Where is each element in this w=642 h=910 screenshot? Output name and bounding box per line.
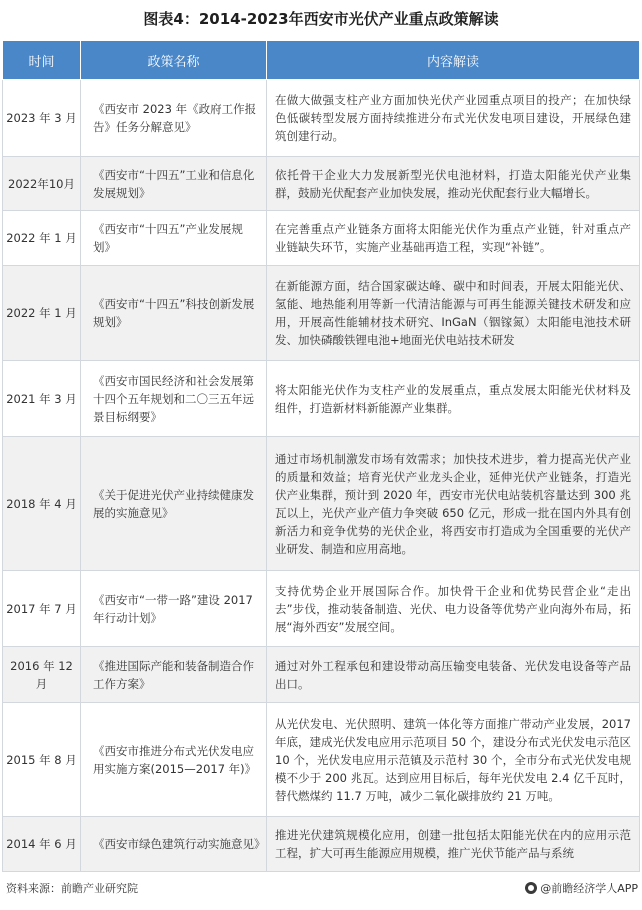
cell-interpretation: 依托骨干企业大力发展新型光伏电池材料，打造太阳能光伏产业集群，鼓励光伏配套产业加快发展，推动光伏配套行业大幅增长。 [267, 157, 640, 211]
cell-interpretation: 在新能源方面，结合国家碳达峰、碳中和时间表，开展太阳能光伏、氢能、地热能利用等新一代清洁能源与可再生能源关键技术研发和应用，开展高性能辅材技术研究、InGaN（铟镓氮）太阳能电池技术研发、加快磷酸铁锂电池+地面光伏电站技术研发 [267, 266, 640, 361]
cell-time: 2022 年 1 月 [3, 211, 81, 266]
table-row [3, 361, 640, 437]
cell-policy-name: 《西安市绿色建筑行动实施意见》 [81, 817, 267, 872]
cell-time: 2018 年 4 月 [3, 437, 81, 571]
cell-time: 2022 年 1 月 [3, 266, 81, 361]
policy-table [2, 40, 640, 872]
cell-policy-name: 《西安市“十四五”产业发展规划》 [81, 211, 267, 266]
cell-policy-name: 《推进国际产能和装备制造合作工作方案》 [81, 647, 267, 703]
table-row [3, 571, 640, 647]
cell-interpretation: 在完善重点产业链条方面将太阳能光伏作为重点产业链，针对重点产业链缺失环节，实施产业基础再造工程，实现“补链”。 [267, 211, 640, 266]
source-note: 资料来源：前瞻产业研究院 [6, 882, 138, 895]
cell-policy-name: 《西安市国民经济和社会发展第十四个五年规划和二〇三五年远景目标纲要》 [81, 361, 267, 437]
table-row [3, 647, 640, 703]
cell-interpretation: 推进光伏建筑规模化应用，创建一批包括太阳能光伏在内的应用示范工程，扩大可再生能源应用规模，推广光伏节能产品与系统 [267, 817, 640, 872]
cell-interpretation: 在做大做强支柱产业方面加快光伏产业园重点项目的投产；在加快绿色低碳转型发展方面持续推进分布式光伏发电项目建设，开展绿色建筑创建行动。 [267, 80, 640, 157]
cell-time: 2023 年 3 月 [3, 80, 81, 157]
cell-time: 2021 年 3 月 [3, 361, 81, 437]
qianzhan-logo-icon [525, 882, 537, 894]
cell-interpretation: 从光伏发电、光伏照明、建筑一体化等方面推广带动产业发展，2017 年底，建成光伏发电应用示范项目 50 个，建设分布式光伏发电示范区 10 个，光伏发电应用示范镇及示范村 30 个，全市分布式光伏发电规模不少于 200 兆瓦。达到应用目标后，每年光伏发电 2.4 亿千瓦时，替代燃煤约 11.7 万吨，减少二氧化碳排放约 21 万吨。 [267, 703, 640, 817]
app-credit-text: @前瞻经济学人APP [540, 882, 638, 895]
table-row [3, 703, 640, 817]
table-header-row [3, 41, 640, 80]
cell-interpretation: 将太阳能光伏作为支柱产业的发展重点，重点发展太阳能光伏材料及组件，打造新材料新能源产业集群。 [267, 361, 640, 437]
cell-interpretation: 支持优势企业开展国际合作。加快骨干企业和优势民营企业“走出去”步伐，推动装备制造、光伏、电力设备等优势产业向海外布局，拓展“海外西安”发展空间。 [267, 571, 640, 647]
cell-policy-name: 《西安市“一带一路”建设 2017 年行动计划》 [81, 571, 267, 647]
table-row [3, 211, 640, 266]
cell-policy-name: 《西安市“十四五”科技创新发展规划》 [81, 266, 267, 361]
footer [0, 878, 642, 900]
header-time: 时间 [3, 41, 81, 80]
header-interpretation: 内容解读 [267, 41, 640, 80]
cell-policy-name: 《西安市推进分布式光伏发电应用实施方案(2015—2017 年)》 [81, 703, 267, 817]
cell-time: 2022年10月 [3, 157, 81, 211]
header-policy-name: 政策名称 [81, 41, 267, 80]
cell-time: 2014 年 6 月 [3, 817, 81, 872]
table-row [3, 437, 640, 571]
cell-time: 2016 年 12 月 [3, 647, 81, 703]
cell-interpretation: 通过对外工程承包和建设带动高压输变电装备、光伏发电设备等产品出口。 [267, 647, 640, 703]
cell-interpretation: 通过市场机制激发市场有效需求；加快技术进步，着力提高光伏产业的质量和效益；培育光伏产业龙头企业，延伸光伏产业链条，打造光伏产业集群，预计到 2020 年，西安市光伏电站装机容量达到 300 兆瓦以上，光伏产业产值力争突破 650 亿元，形成一批在国内外具有创新活力和竞争优势的光伏企业，将西安市打造成为全国重要的光伏产业研发、制造和应用高地。 [267, 437, 640, 571]
cell-time: 2017 年 7 月 [3, 571, 81, 647]
cell-policy-name: 《西安市 2023 年《政府工作报告》任务分解意见》 [81, 80, 267, 157]
cell-policy-name: 《关于促进光伏产业持续健康发展的实施意见》 [81, 437, 267, 571]
cell-time: 2015 年 8 月 [3, 703, 81, 817]
table-row [3, 266, 640, 361]
chart-title: 图表4：2014-2023年西安市光伏产业重点政策解读 [143, 10, 499, 28]
table-row [3, 80, 640, 157]
cell-policy-name: 《西安市“十四五”工业和信息化发展规划》 [81, 157, 267, 211]
table-row [3, 157, 640, 211]
app-credit [525, 880, 638, 896]
table-row [3, 817, 640, 872]
